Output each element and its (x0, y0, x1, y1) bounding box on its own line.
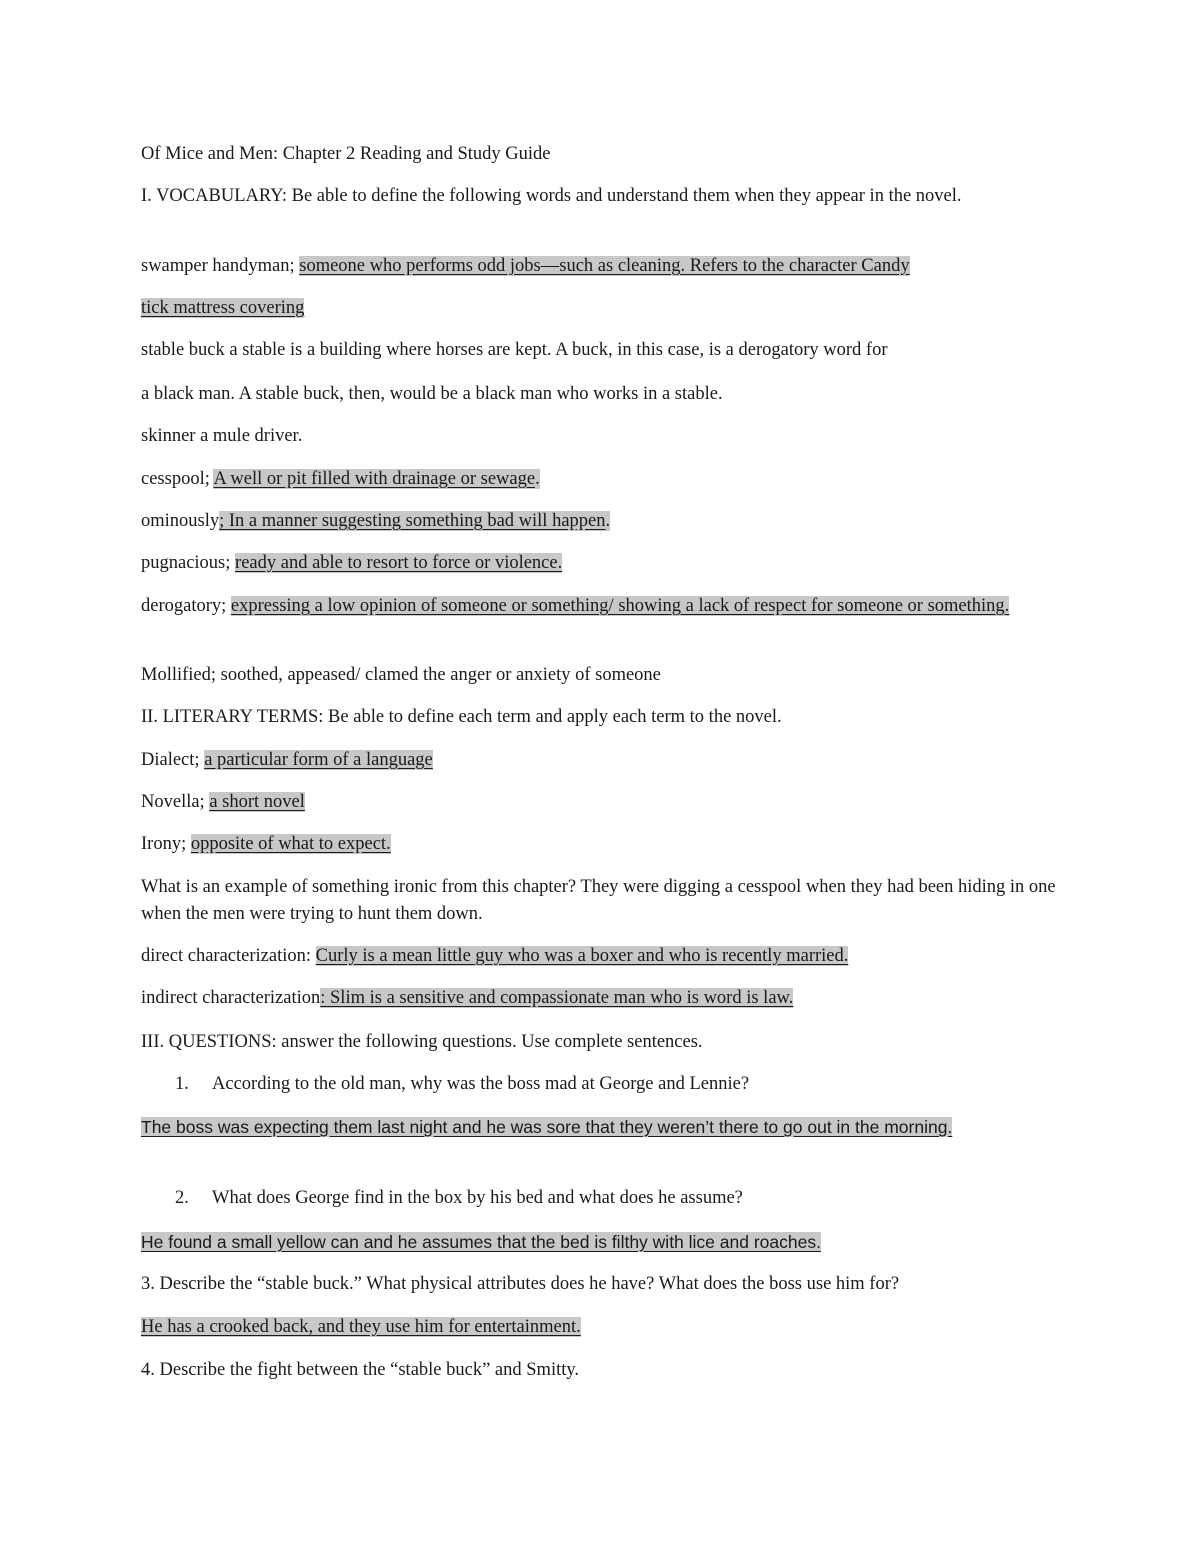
question-3: 3. Describe the “stable buck.” What physical attributes does he have? What does the boss use him for? (141, 1274, 900, 1294)
vocab-term: ominously (141, 511, 220, 531)
term-definition: Curly is a mean little guy who was a boxer and who is recently married. (315, 946, 849, 966)
term-label: Irony; (141, 834, 191, 854)
term-label: indirect characterization (141, 988, 321, 1008)
vocab-derogatory (141, 593, 1061, 620)
term-direct-characterization (141, 943, 848, 969)
document-title: Of Mice and Men: Chapter 2 Reading and Study Guide (141, 144, 551, 164)
vocab-definition: tick mattress covering (141, 298, 305, 318)
vocab-period: . (535, 469, 540, 489)
vocab-definition: expressing a low opinion of someone or something/ showing a lack of respect for someone or something. (230, 596, 1010, 616)
question-text: According to the old man, why was the boss mad at George and Lennie? (212, 1074, 750, 1094)
vocab-definition: someone who performs odd jobs—such as cleaning. Refers to the character Candy (299, 256, 910, 276)
vocab-tick (141, 295, 304, 321)
vocab-pugnacious (141, 550, 562, 576)
term-definition: opposite of what to expect. (190, 834, 391, 854)
vocab-term: swamper handyman; (141, 256, 300, 276)
questions-heading: III. QUESTIONS: answer the following questions. Use complete sentences. (141, 1032, 703, 1052)
vocab-definition: ready and able to resort to force or violence. (235, 553, 563, 573)
answer-text: He found a small yellow can and he assumes that the bed is filthy with lice and roaches. (141, 1232, 821, 1252)
answer-2 (141, 1229, 821, 1256)
term-definition: a short novel (209, 792, 305, 812)
vocab-term: pugnacious; (141, 553, 236, 573)
vocab-swamper (141, 253, 910, 279)
question-number: 1. (175, 1074, 189, 1094)
term-label: Novella; (141, 792, 210, 812)
question-text: What does George find in the box by his bed and what does he assume? (212, 1188, 743, 1208)
vocab-term: cesspool; (141, 469, 214, 489)
question-4: 4. Describe the fight between the “stable buck” and Smitty. (141, 1360, 580, 1380)
vocab-ominously (141, 508, 610, 534)
vocab-definition: ; In a manner suggesting something bad will happen (219, 511, 606, 531)
vocab-stable-buck-line1: stable buck a stable is a building where horses are kept. A buck, in this case, is a derogatory word for (141, 340, 888, 360)
question-2 (141, 1185, 743, 1211)
irony-example: What is an example of something ironic from this chapter? They were digging a cesspool when they had been hiding in one when the men were trying to hunt them down. (141, 877, 1056, 924)
literary-terms-heading: II. LITERARY TERMS: Be able to define each term and apply each term to the novel. (141, 707, 782, 727)
vocab-skinner: skinner a mule driver. (141, 426, 303, 446)
answer-3 (141, 1314, 581, 1340)
term-novella (141, 789, 305, 815)
vocab-period: . (605, 511, 611, 531)
term-label: Dialect; (141, 750, 205, 770)
term-label: direct characterization: (141, 946, 316, 966)
vocab-mollified: Mollified; soothed, appeased/ clamed the anger or anxiety of someone (141, 665, 661, 685)
answer-text: He has a crooked back, and they use him for entertainment. (141, 1317, 581, 1337)
vocab-stable-buck-line2: a black man. A stable buck, then, would be a black man who works in a stable. (141, 384, 723, 404)
vocab-cesspool (141, 466, 540, 492)
term-irony (141, 831, 391, 857)
vocab-term: derogatory; (141, 596, 231, 616)
vocabulary-heading: I. VOCABULARY: Be able to define the following words and understand them when they appear in the novel. (141, 186, 962, 206)
answer-1 (141, 1113, 1061, 1142)
vocab-definition: A well or pit filled with drainage or sewage (213, 469, 536, 489)
term-definition: a particular form of a language (204, 750, 433, 770)
question-1 (141, 1071, 749, 1097)
answer-text: The boss was expecting them last night and he was sore that they weren’t there to go out in the morning. (141, 1117, 953, 1137)
term-definition: : Slim is a sensitive and compassionate man who is word is law. (320, 988, 794, 1008)
term-dialect (141, 747, 433, 773)
term-indirect-characterization (141, 985, 793, 1011)
question-number: 2. (175, 1188, 189, 1208)
